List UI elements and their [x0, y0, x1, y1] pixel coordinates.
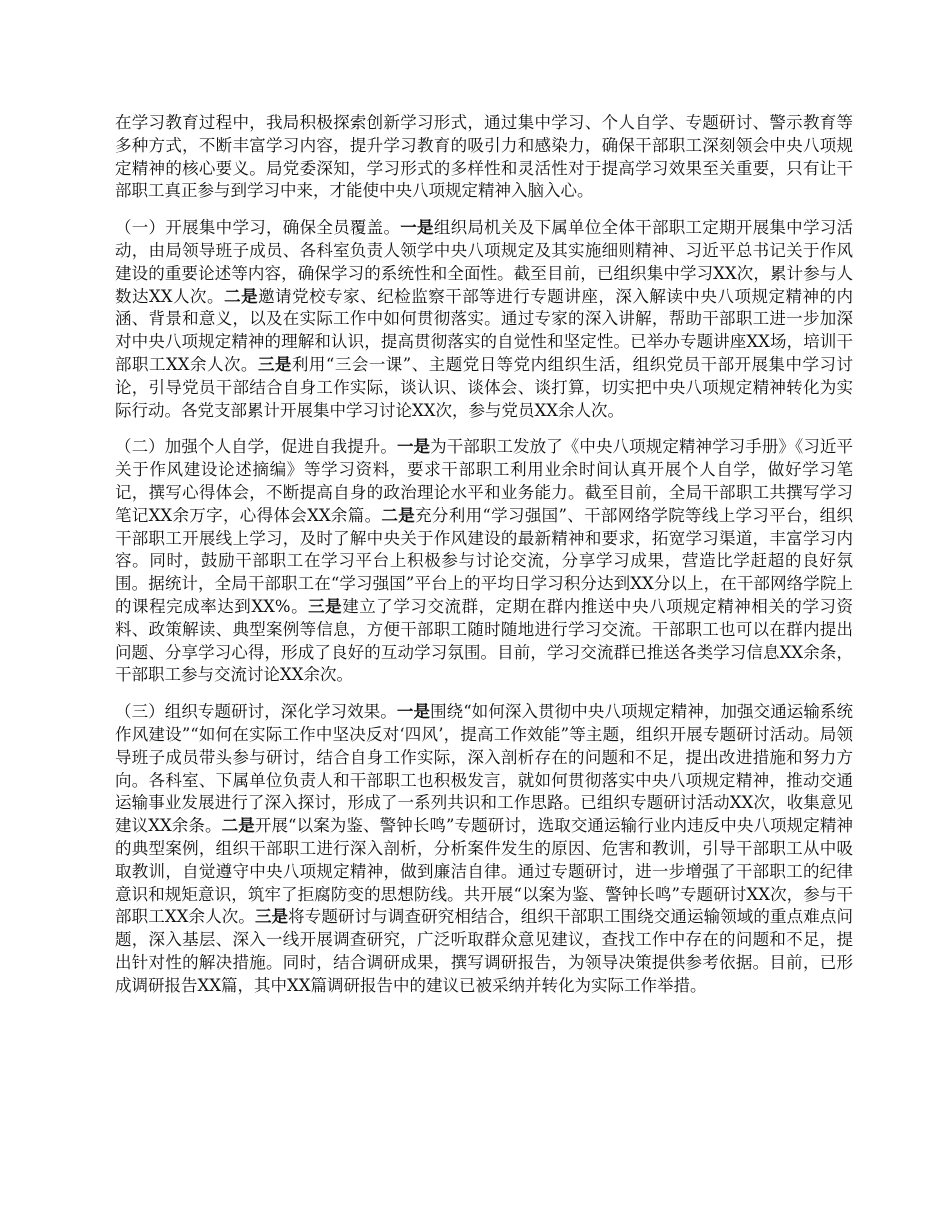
point-marker: 三是: [257, 354, 292, 374]
paragraph-section-3: [115, 701, 853, 997]
text-run: 充分利用“学习强国”、干部网络学院等线上学习平台，组织干部职工开展线上学习，及时了解中央关于作风建设的最新精神和要求，拓宽学习渠道，丰富学习内容。同时，鼓励干部职工在学习平台上积极参与讨论交流，分享学习成果，营造比学赶超的良好氛围。据统计，全局干部职工在“学习强国”平台上的平均日学习积分达到XX分以上，在干部网络学院上的课程完成率达到XX%。: [115, 505, 854, 616]
text-run: 为干部职工发放了《中央八项规定精神学习手册》《习近平关于作风建设论述摘编》等学习资料，要求干部职工利用业余时间认真开展个人自学，做好学习笔记，撰写心得体会，不断提高自身的政治理论水平和业务能力。截至目前，全局干部职工共撰写学习笔记XX余万字，心得体会XX余篇。: [115, 437, 854, 525]
text-run: 建立了学习交流群，定期在群内推送中央八项规定精神相关的学习资料、政策解读、典型案例等信息，方便干部职工随时随地进行学习交流。干部职工也可以在群内提出问题、分享学习心得，形成了良好的互动学习氛围。目前，学习交流群已推送各类学习信息XX余条，干部职工参与交流讨论XX余次。: [115, 596, 854, 685]
point-marker: 三是: [254, 907, 289, 927]
point-marker: 三是: [308, 596, 343, 616]
text-run: 将专题研讨与调查研究相结合，组织干部职工围绕交通运输领域的重点难点问题，深入基层、深入一线开展调查研究，广泛听取群众意见建议，查找工作中存在的问题和不足，提出针对性的解决措施。同时，结合调研成果，撰写调研报告，为领导决策提供参考依据。目前，已形成调研报告XX篇，其中XX篇调研报告中的建议已被采纳并转化为实际工作举措。: [115, 907, 854, 995]
section-heading: （三）组织专题研讨，深化学习效果。: [115, 702, 397, 722]
text-run: 利用“三会一课”、主题党日等党内组织生活，组织党员干部开展集中学习讨论，引导党员干部结合自身工作实际，谈认识、谈体会、谈打算，切实把中央八项规定精神转化为实际行动。各党支部累计开展集中学习讨论XX次，参与党员XX余人次。: [115, 354, 854, 420]
point-marker: 二是: [381, 505, 416, 525]
point-marker: 一是: [396, 702, 431, 722]
document-page: [115, 112, 853, 1011]
text-run: 围绕“如何深入贯彻中央八项规定精神，加强交通运输系统作风建设”“如何在实际工作中坚决反对‘四风’，提高工作效能”等主题，组织开展专题研讨活动。局领导班子成员带头参与研讨，结合自身工作实际，深入剖析存在的问题和不足，提出改进措施和努力方向。各科室、下属单位负责人和干部职工也积极发言，就如何贯彻落实中央八项规定精神，推动交通运输事业发展进行了深入探讨，形成了一系列共识和工作思路。已组织专题研讨活动XX次，收集意见建议XX余条。: [115, 702, 854, 836]
text-run: 组织局机关及下属单位全体干部职工定期开展集中学习活动，由局领导班子成员、各科室负责人领学中央八项规定及其实施细则精神、习近平总书记关于作风建设的重要论述等内容，确保学习的系统性和全面性。截至目前，已组织集中学习XX次，累计参与人数达XX人次。: [115, 218, 854, 306]
paragraph-intro: [115, 112, 853, 203]
section-heading: （一）开展集中学习，确保全员覆盖。: [115, 218, 401, 238]
text-run: 邀请党校专家、纪检监察干部等进行专题讲座，深入解读中央八项规定精神的内涵、背景和意义，以及在实际工作中如何贯彻落实。通过专家的深入讲解，帮助干部职工进一步加深对中央八项规定精神的理解和认识，提高贯彻落实的自觉性和坚定性。已举办专题讲座XX场，培训干部职工XX余人次。: [115, 286, 854, 374]
text-run: 在学习教育过程中，我局积极探索创新学习形式，通过集中学习、个人自学、专题研讨、警示教育等多种方式，不断丰富学习内容，提升学习教育的吸引力和感染力，确保干部职工深刻领会中央八项规定精神的核心要义。局党委深知，学习形式的多样性和灵活性对于提高学习效果至关重要，只有让干部职工真正参与到学习中来，才能使中央八项规定精神入脑入心。: [115, 113, 853, 201]
point-marker: 一是: [400, 218, 434, 238]
paragraph-section-1: [115, 217, 853, 422]
paragraph-section-2: [115, 436, 853, 687]
point-marker: 二是: [221, 816, 255, 836]
section-heading: （二）加强个人自学，促进自我提升。: [115, 437, 397, 457]
point-marker: 二是: [224, 286, 259, 306]
text-run: 开展“以案为鉴、警钟长鸣”专题研讨，选取交通运输行业内违反中央八项规定精神的典型案例，组织干部职工进行深入剖析，分析案件发生的原因、危害和教训，引导干部职工从中吸取教训，自觉遵守中央八项规定精神，做到廉洁自律。通过专题研讨，进一步增强了干部职工的纪律意识和规矩意识，筑牢了拒腐防变的思想防线。共开展“以案为鉴、警钟长鸣”专题研讨XX次，参与干部职工XX余人次。: [115, 816, 853, 927]
point-marker: 一是: [396, 437, 431, 457]
